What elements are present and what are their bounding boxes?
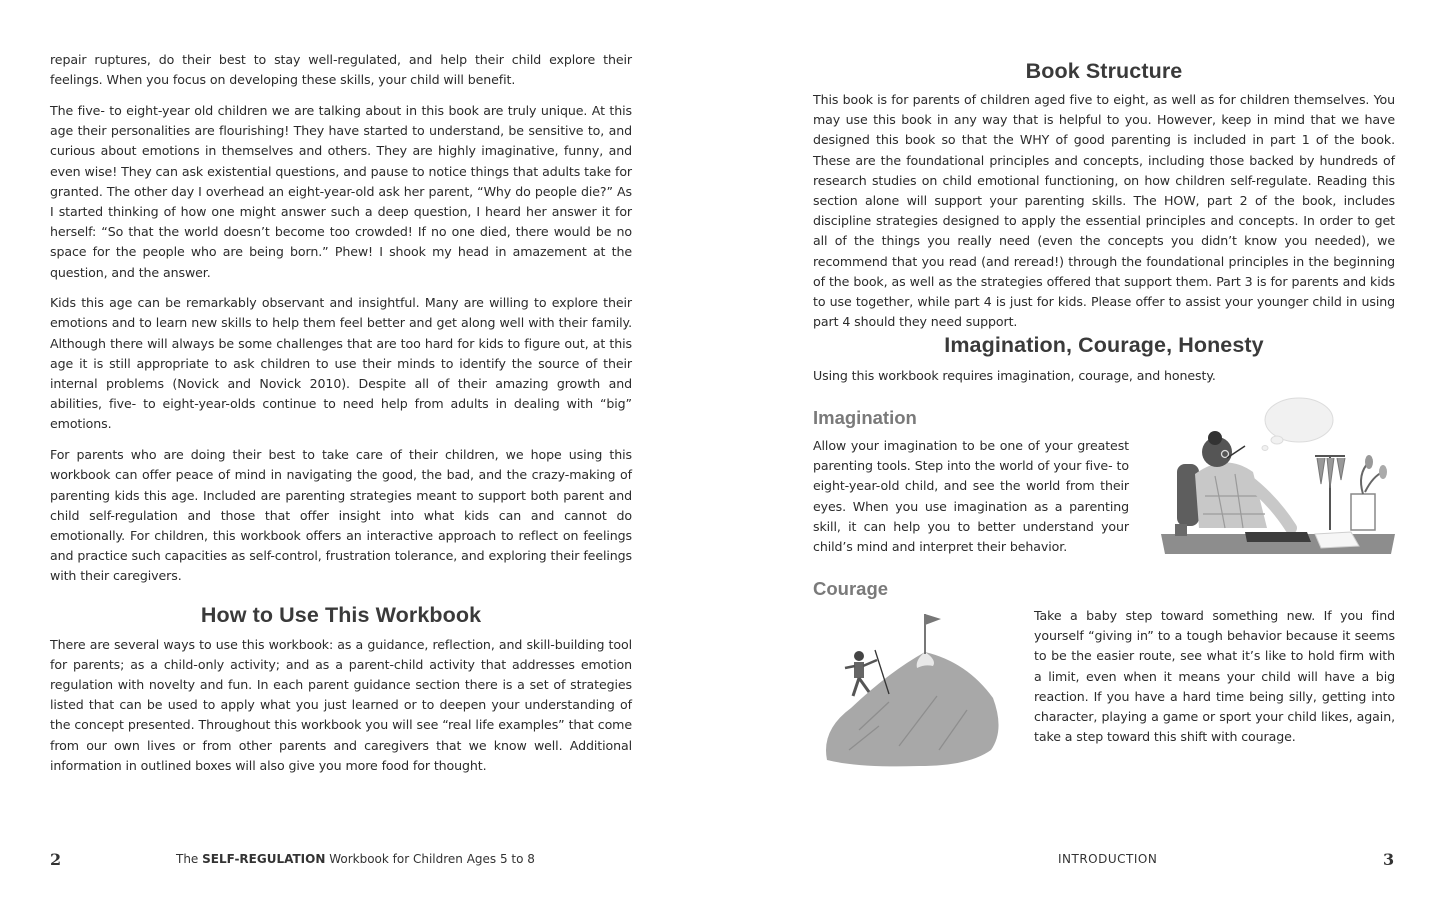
how-to-use-paragraph: There are several ways to use this workbook: as a guidance, reflection, and skill-building tool for parents; as a child-only activity; and as a parent-child activity that addresses emotion regulation with novelty and fun. In each parent guidance section there is a set of strategies listed that can be used to apply what you just learned or to deepen your understanding of the concept presented. Throughout this workbook you will see “real life examples” that come from our own lives or from other parents and caregivers that we know well. Additional information in outlined boxes will also give you more food for thought. <box>50 636 632 773</box>
right-page <box>723 0 1445 902</box>
body-paragraph: The five- to eight-year old children we are talking about in this book are truly unique. At this age their personalities are flourishing! They have started to understand, be sensitive to, and curious about emotions in themselves and others. They are highly imaginative, funny, and even wise! They can ask existential questions, and pause to notice things that adults take for granted. The other day I overhead an eight-year-old ask her parent, “Why do people die?” As I started thinking of how one might answer such a deep question, I heard her answer it for herself: “So that the world doesn’t become too crowded! If no one died, there would be no space for the people who are being born.” Phew! I shook my head in amazement at the question, and the answer. <box>50 102 632 280</box>
book-structure-paragraph: This book is for parents of children aged five to eight, as well as for children themselves. You may use this book in any way that is helpful to you. However, keep in mind that we have designed this book so that the WHY of good parenting is included in part 1 of the book. These are the foundational principles and concepts, including those backed by hundreds of research studies on child emotional functioning, on how children self-regulate. Reading this section alone will support your parenting skills. The HOW, part 2 of the book, includes discipline strategies designed to apply the essential principles and concepts. In order to get all of the things you really need (even the concepts you didn’t know you needed), we recommend that you read (and reread!) through the foundational principles in the beginning of the book, as well as the strategies offered that support them. Part 3 is for parents and kids to use together, while part 4 is just for kids. Please offer to assist your younger child in using part 4 should they need support. <box>813 92 1395 330</box>
running-title-pre: The <box>176 852 203 866</box>
courage-paragraph: Take a baby step toward something new. If you find yourself “giving in” to a tough behavior because it seems to be the easier route, see what it’s like to hold firm with a limit, even when it means your child will have a big reaction. If you have a hard time being silly, getting into character, playing a game or sport your child likes, again, take a step toward this shift with courage. <box>1034 608 1395 745</box>
body-paragraph: Kids this age can be remarkably observant and insightful. Many are willing to explore their emotions and to learn new skills to help them feel better and get along well with their family. Although there will always be some challenges that are too hard for kids to figure out, at this age it is still appropriate to ask children to use their minds to identify the source of their internal problems (Novick and Novick 2010). Despite all of their amazing growth and abilities, five- to eight-year-olds continue to need help from adults in dealing with “big” emotions. <box>50 295 632 432</box>
body-paragraph: repair ruptures, do their best to stay well-regulated, and help their child explore their feelings. When you focus on developing these skills, your child will benefit. <box>50 52 632 88</box>
how-to-use-heading: How to Use This Workbook <box>200 602 482 627</box>
body-paragraph: For parents who are doing their best to take care of their children, we hope using this workbook can offer peace of mind in navigating the good, the bad, and the crazy-making of parenting kids this age. Included are parenting strategies meant to support both parent and child self-regulation and those that offer insight into what kids can and cannot do emotionally. For children, this workbook offers an interactive approach to reflect on feelings and practice such capacities as self-control, frustration tolerance, and exploring their feelings with their caregivers. <box>50 447 632 584</box>
running-title-post: Workbook for Children Ages 5 to 8 <box>325 852 535 866</box>
ich-heading: Imagination, Courage, Honesty <box>944 333 1264 357</box>
climber-on-mountain-illustration <box>819 610 1003 772</box>
imagination-heading: Imagination <box>813 407 917 428</box>
book-structure-heading: Book Structure <box>1025 59 1183 83</box>
left-page-body <box>50 50 632 787</box>
courage-heading: Courage <box>813 578 889 599</box>
woman-daydreaming-illustration <box>1155 396 1399 556</box>
section-title: INTRODUCTION <box>1058 852 1158 866</box>
ich-paragraph: Using this workbook requires imagination, courage, and honesty. <box>813 368 1216 383</box>
page-number-left: 2 <box>50 850 62 869</box>
page-number-right: 3 <box>1383 850 1395 869</box>
imagination-paragraph: Allow your imagination to be one of your greatest parenting tools. Step into the world of your five- to eight-year-old child, and see the world from their eyes. When you use imagination as a parenting skill, it can help you to better understand your child’s mind and interpret their behavior. <box>813 438 1129 555</box>
running-title <box>176 852 535 866</box>
left-page <box>0 0 722 902</box>
running-title-strong: SELF-REGULATION <box>202 852 326 866</box>
